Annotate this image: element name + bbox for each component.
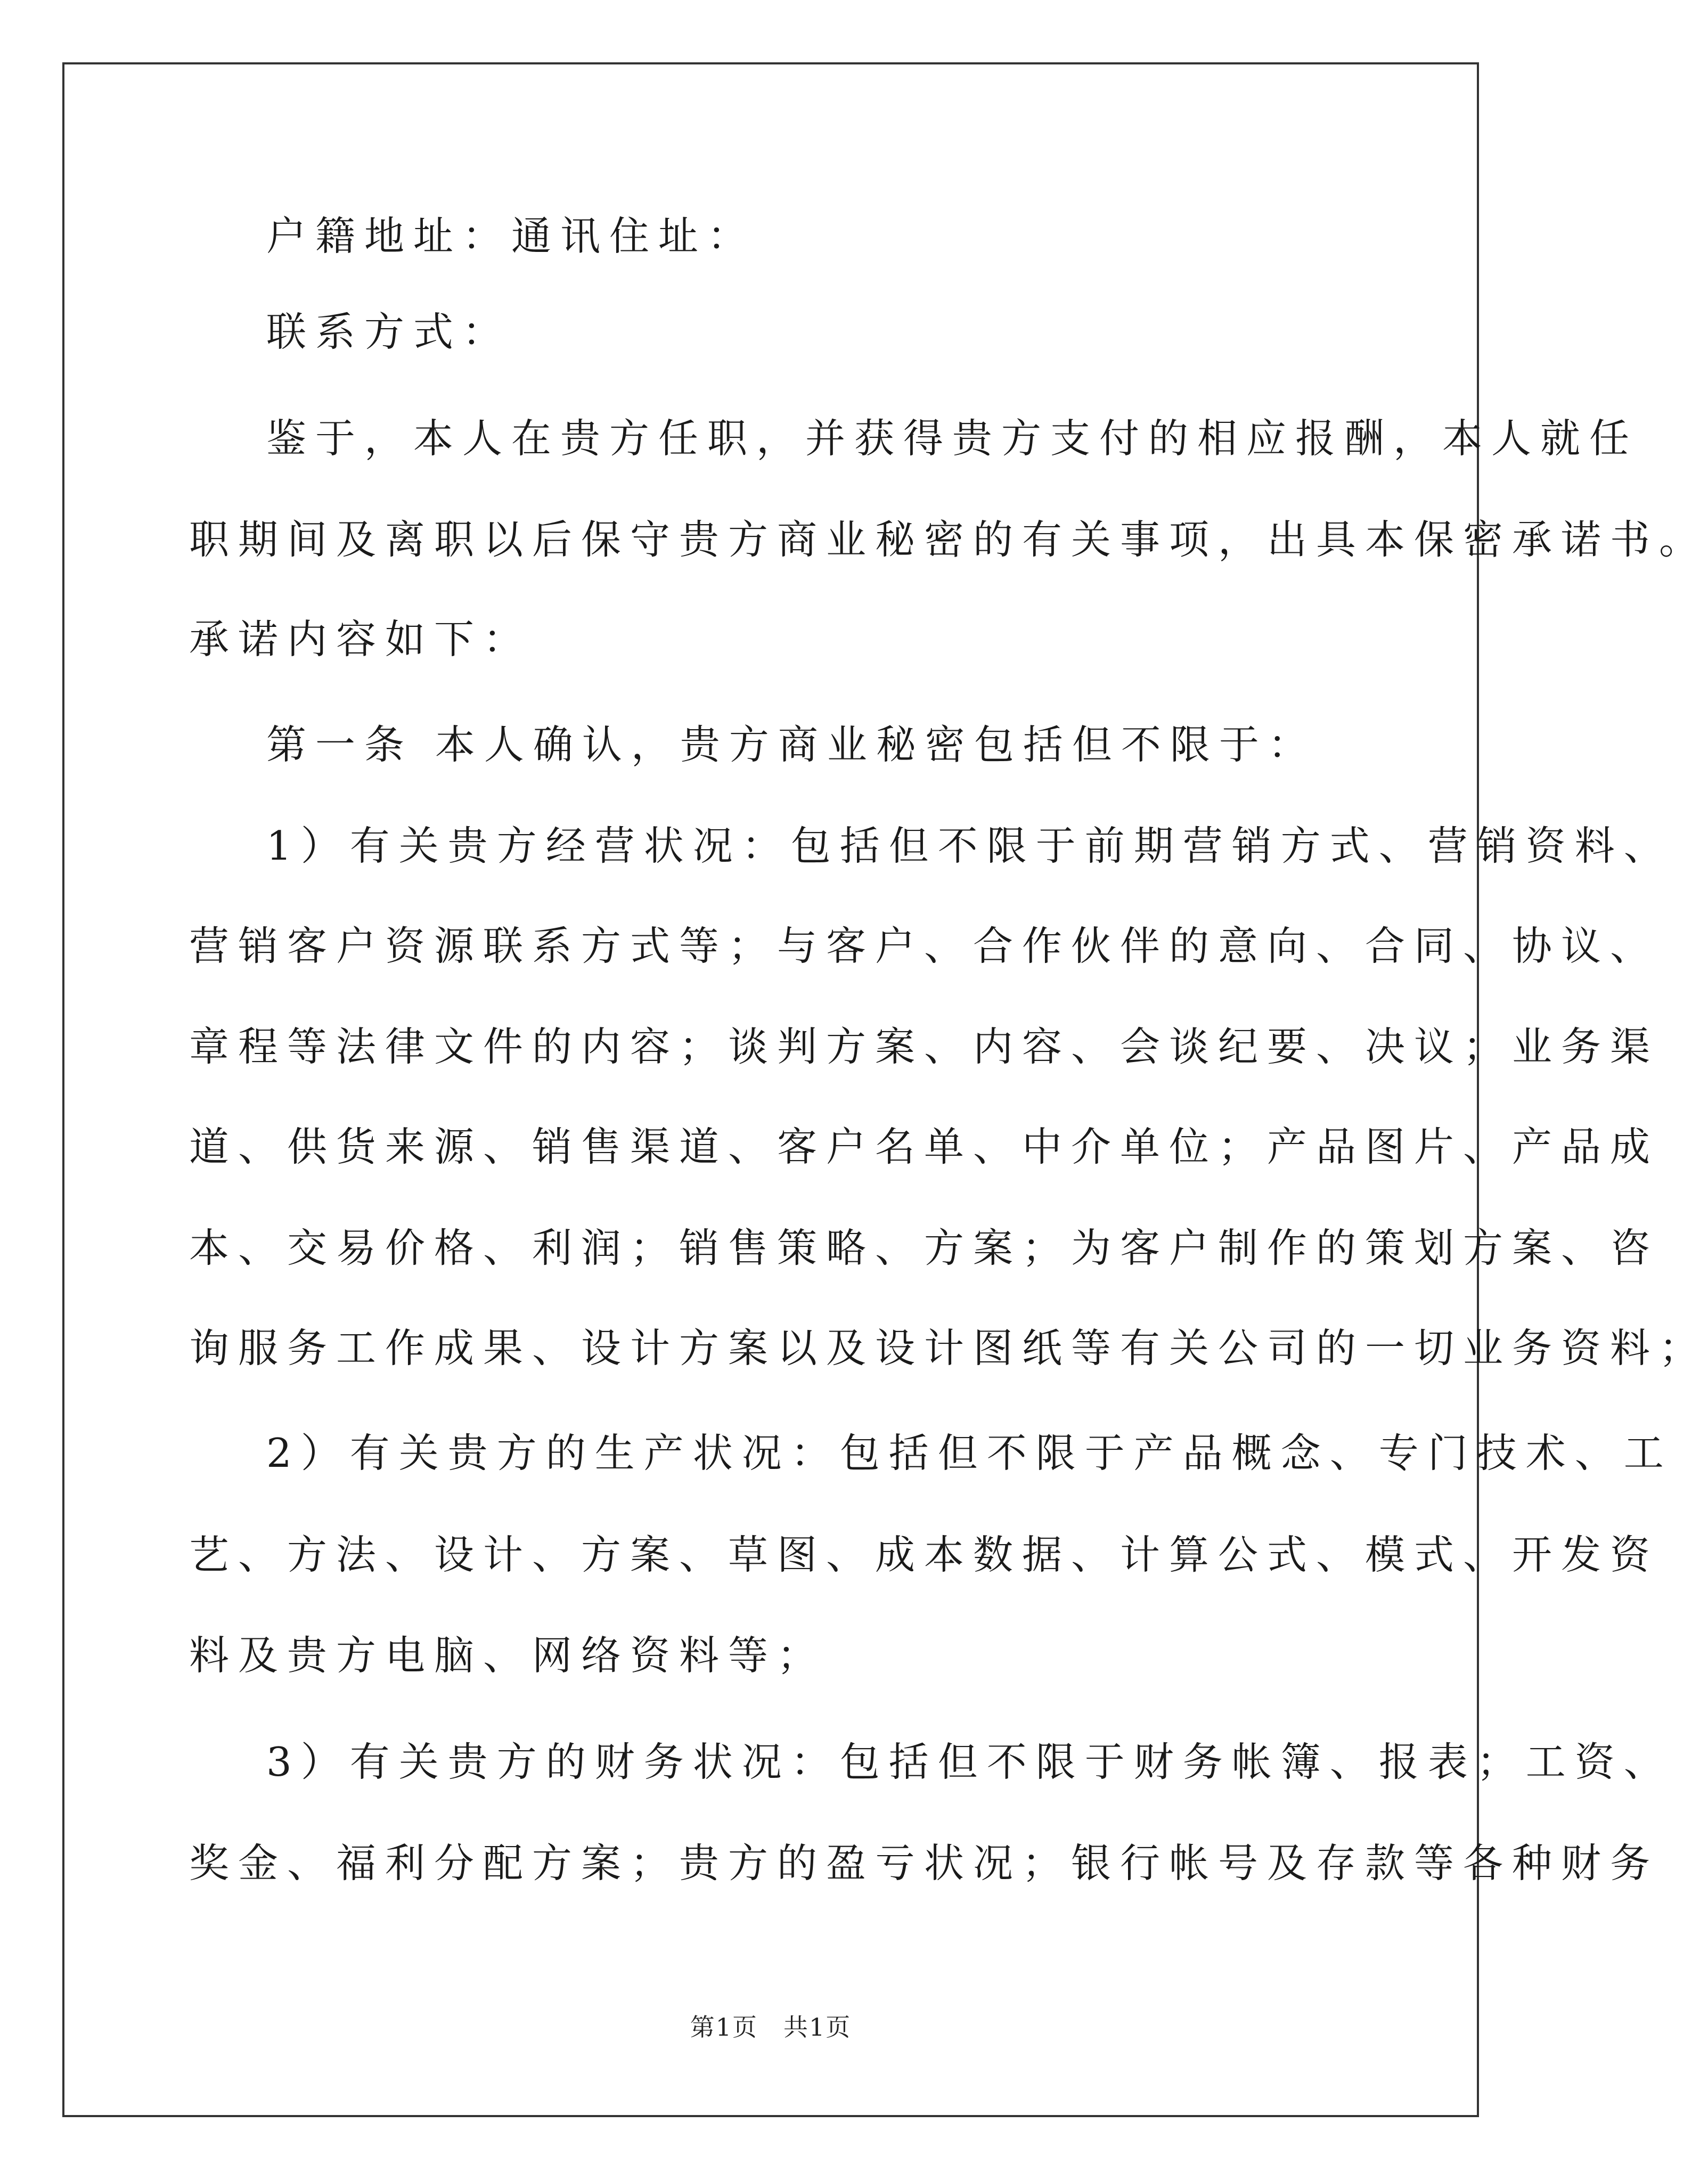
text-line-item-2-c: 料及贵方电脑、网络资料等； — [189, 1632, 827, 1679]
page-border — [62, 62, 1479, 2117]
text-line-item-1-e: 本、交易价格、利润；销售策略、方案；为客户制作的策划方案、咨 — [189, 1224, 1660, 1271]
text-line-preamble-3: 承诺内容如下： — [189, 616, 533, 663]
text-line-item-1-a: 1）有关贵方经营状况：包括但不限于前期营销方式、营销资料、 — [266, 822, 1673, 869]
text-line-item-1-c: 章程等法律文件的内容；谈判方案、内容、会谈纪要、决议；业务渠 — [189, 1023, 1660, 1070]
text-line-item-1-f: 询服务工作成果、设计方案以及设计图纸等有关公司的一切业务资料； — [189, 1325, 1708, 1371]
text-line-article-1: 第一条 本人确认，贵方商业秘密包括但不限于： — [266, 721, 1317, 768]
text-line-item-3-a: 3）有关贵方的财务状况：包括但不限于财务帐簿、报表；工资、 — [266, 1738, 1673, 1785]
text-line-item-1-d: 道、供货来源、销售渠道、客户名单、中介单位；产品图片、产品成 — [189, 1123, 1660, 1170]
text-line-item-2-b: 艺、方法、设计、方案、草图、成本数据、计算公式、模式、开发资 — [189, 1531, 1660, 1578]
text-line-item-3-b: 奖金、福利分配方案；贵方的盈亏状况；银行帐号及存款等各种财务 — [189, 1840, 1660, 1887]
text-line-address: 户籍地址：通讯住址： — [266, 213, 757, 259]
text-line-contact: 联系方式： — [266, 308, 512, 355]
page-total: 共1页 — [783, 2013, 852, 2042]
page-number: 第1页 — [690, 2013, 758, 2042]
page-footer — [0, 2008, 1541, 2043]
text-line-preamble-1: 鉴于，本人在贵方任职，并获得贵方支付的相应报酬，本人就任 — [266, 415, 1639, 462]
text-line-item-2-a: 2）有关贵方的生产状况：包括但不限于产品概念、专门技术、工 — [266, 1430, 1673, 1476]
text-line-preamble-2: 职期间及离职以后保守贵方商业秘密的有关事项，出具本保密承诺书。 — [189, 516, 1708, 563]
text-line-item-1-b: 营销客户资源联系方式等；与客户、合作伙伴的意向、合同、协议、 — [189, 922, 1660, 969]
